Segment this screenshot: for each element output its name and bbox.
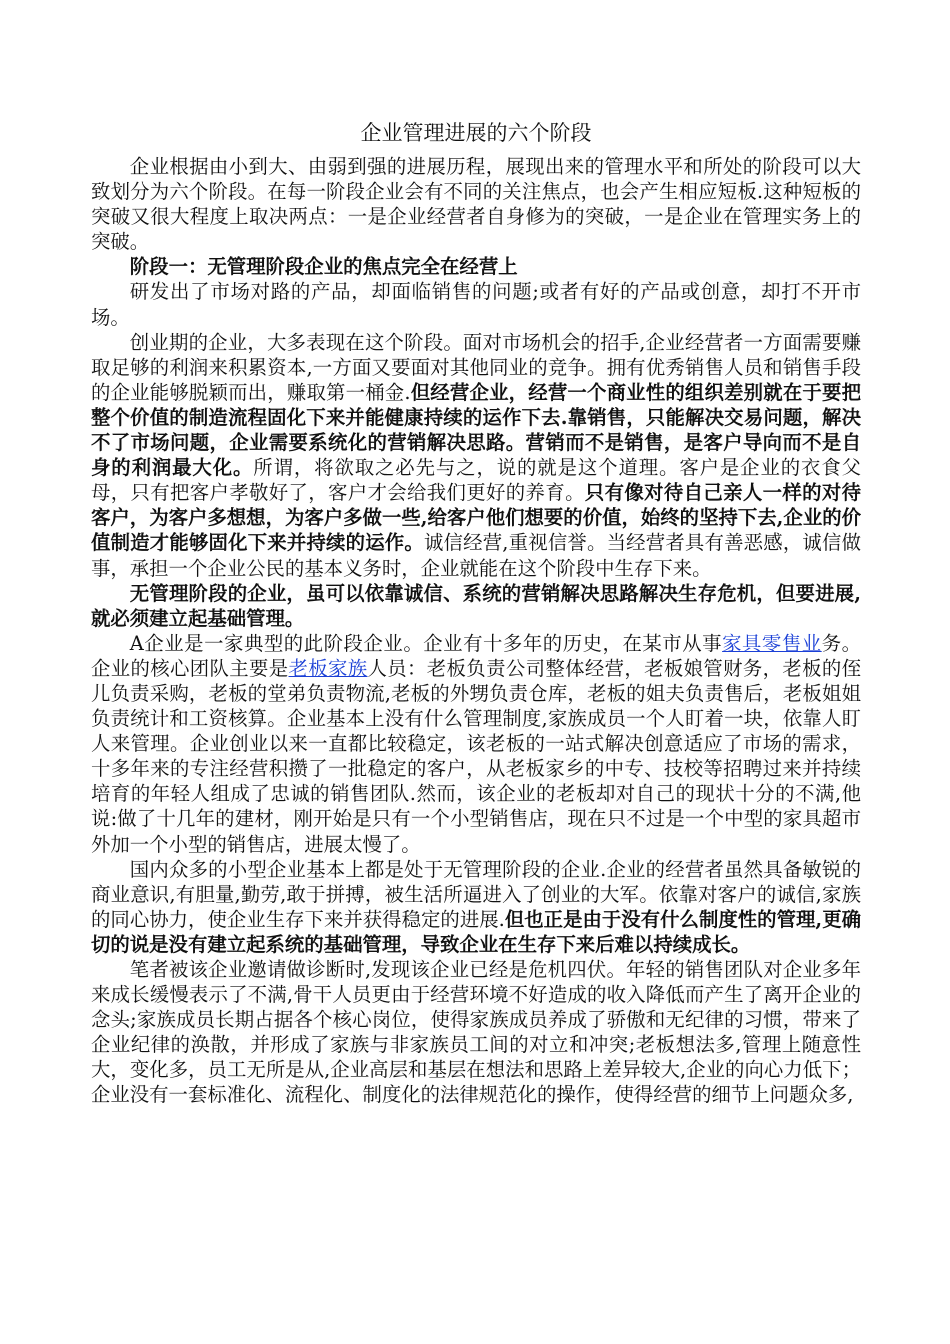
startup-text-c: 所谓，将欲取之必先与之，说的就是这个道理。客户是企业的衣食父母，只有把客户孝敬好了，客户才会给我们更好的养育。 bbox=[91, 456, 862, 505]
startup-bold-b: 但经营企业，经营一个商业性的组织差别就在于要把整个价值的制造流程固化下来并能健康持续的运作下去.靠销售，只能解决交易问题，解决不了市场问题，企业需要系统化的营销解决思路。营销而不是销售，是客户导向而不是自身的利润最大化。 bbox=[91, 380, 861, 480]
domestic-enterprises-paragraph bbox=[91, 857, 861, 957]
case-text-b: 务。企业的核心团队主要是 bbox=[91, 631, 861, 680]
domestic-text-a: 国内众多的小型企业基本上都是处于无管理阶段的企业.企业的经营者虽然具备敏锐的商业意识,有胆量,勤劳,敢于拼搏，被生活所逼进入了创业的大军。依靠对客户的诚信,家族的同心协力，使企业生存下来并获得稳定的进展. bbox=[91, 857, 861, 931]
startup-text-a: 创业期的企业，大多表现在这个阶段。面对市场机会的招手,企业经营者一方面需要赚取足够的利润来积累资本,一方面又要面对其他同业的竞争。拥有优秀销售人员和销售手段的企业能够脱颖而出，赚取第一桶金. bbox=[91, 330, 861, 404]
no-management-summary: 无管理阶段的企业，虽可以依靠诚信、系统的营销解决思路解决生存危机，但要进展,就必须建立起基础管理。 bbox=[91, 581, 861, 630]
furniture-retail-link[interactable]: 家具零售业 bbox=[722, 631, 822, 655]
boss-family-link[interactable]: 老板家族 bbox=[288, 656, 368, 680]
intro-paragraph: 企业根据由小到大、由弱到强的进展历程，展现出来的管理水平和所处的阶段可以大致划分为六个阶段。在每一阶段企业会有不同的关注焦点，也会产生相应短板.这种短板的突破又很大程度上取决两点：一是企业经营者自身修为的突破，一是企业在管理实务上的突破。 bbox=[91, 155, 861, 254]
startup-text-e: 诚信经营,重视信誉。当经营者具有善恶感，诚信做事，承担一个企业公民的基本义务时，企业就能在这个阶段中生存下来。 bbox=[91, 531, 861, 580]
startup-paragraph bbox=[91, 330, 861, 581]
case-paragraph bbox=[91, 631, 861, 857]
case-text-a: A企业是一家典型的此阶段企业。企业有十多年的历史，在某市从事 bbox=[129, 631, 723, 655]
diagnosis-paragraph: 笔者被该企业邀请做诊断时,发现该企业已经是危机四伏。年轻的销售团队对企业多年来成长缓慢表示了不满,骨干人员更由于经营环境不好造成的收入降低而产生了离开企业的念头;家族成员长期占据各个核心岗位，使得家族成员养成了骄傲和无纪律的习惯，带来了企业纪律的涣散，并形成了家族与非家族员工间的对立和冲突;老板想法多,管理上随意性大，变化多，员工无所是从,企业高层和基层在想法和思路上差异较大,企业的向心力低下；企业没有一套标准化、流程化、制度化的法律规范化的操作，使得经营的细节上问题众多, bbox=[91, 958, 861, 1107]
document-title: 企业管理进展的六个阶段 bbox=[360, 121, 592, 145]
case-text-c: 人员：老板负责公司整体经营，老板娘管财务，老板的侄儿负责采购，老板的堂弟负责物流,老板的外甥负责仓库，老板的姐夫负责售后，老板姐姐负责统计和工资核算。企业基本上没有什么管理制度,家族成员一个人盯着一块，依靠人盯人来管理。企业创业以来一直都比较稳定，该老板的一站式解决创意适应了市场的需求，十多年来的专注经营积攒了一批稳定的客户，从老板家乡的中专、技校等招聘过来并持续培育的年轻人组成了忠诚的销售团队.然而，该企业的老板却对自己的现状十分的不满,他说:做了十几年的建材，刚开始是只有一个小型销售店，现在只不过是一个中型的家具超市外加一个小型的销售店，进展太慢了。 bbox=[91, 656, 862, 856]
domestic-bold-b: 但也正是由于没有什么制度性的管理,更确切的说是没有建立起系统的基础管理，导致企业在生存下来后难以持续成长。 bbox=[91, 907, 861, 956]
document-page bbox=[91, 120, 861, 1108]
problem-paragraph: 研发出了市场对路的产品，却面临销售的问题;或者有好的产品或创意，却打不开市场。 bbox=[91, 280, 861, 329]
startup-bold-d: 只有像对待自己亲人一样的对待客户，为客户多想想，为客户多做一些,给客户他们想要的价值，始终的坚持下去,企业的价值制造才能够固化下来并持续的运作。 bbox=[91, 481, 862, 555]
stage-one-heading: 阶段一：无管理阶段企业的焦点完全在经营上 bbox=[129, 255, 518, 279]
